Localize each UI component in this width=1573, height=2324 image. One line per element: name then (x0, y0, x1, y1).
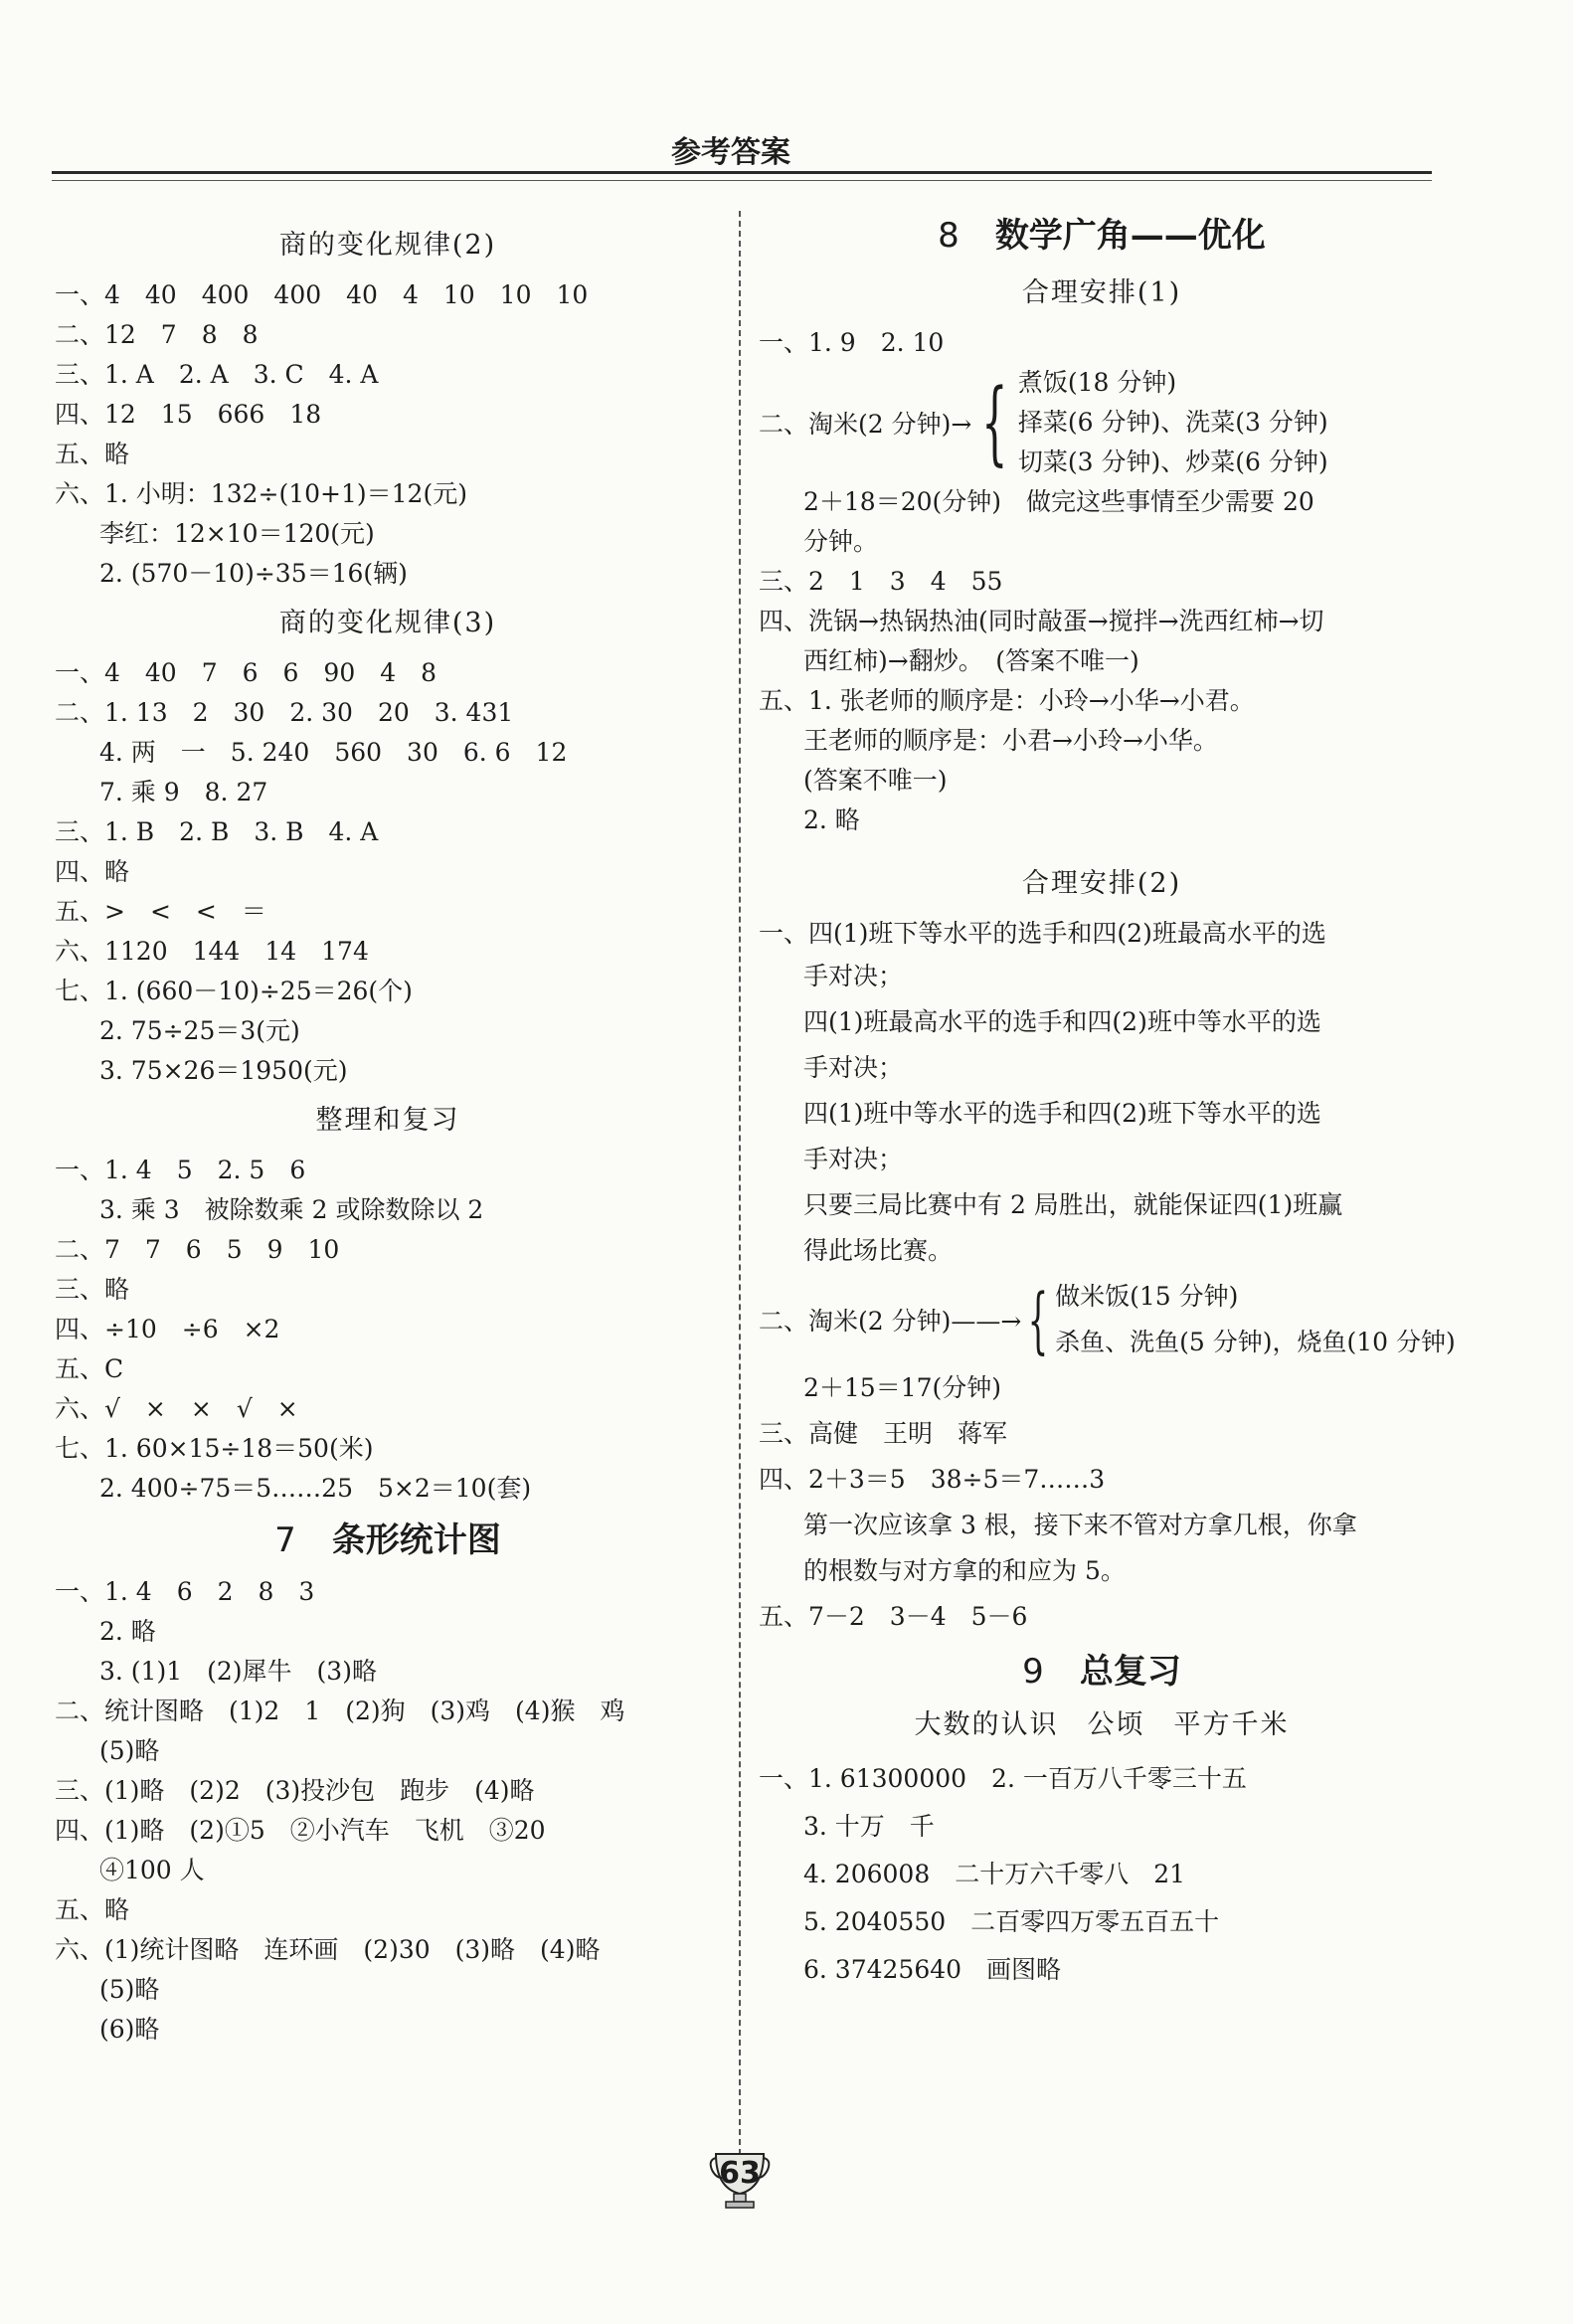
answer-line: 2＋18＝20(分钟) 做完这些事情至少需要 20 (803, 487, 1314, 516)
flow-diagram (759, 1274, 1456, 1365)
answer-block (55, 1970, 721, 2050)
right-column (759, 204, 1456, 1994)
answer-line: 二、7 7 6 5 9 10 (55, 1235, 340, 1264)
answer-block (759, 641, 1445, 681)
answer-block (759, 1594, 1445, 1640)
answer-line: 2. (570－10)÷35＝16(辆) (99, 559, 408, 588)
answer-line: 3. 75×26＝1950(元) (99, 1056, 348, 1085)
chapter-number: 8 (938, 216, 960, 256)
answer-line: 2. 略 (803, 805, 860, 834)
answer-line: 7. 乘 9 8. 27 (99, 778, 268, 806)
answer-line: 六、√ × × √ × (55, 1394, 298, 1423)
answer-block (759, 954, 1445, 1274)
answer-line: 一、1. 61300000 2. 一百万八千零三十五 (759, 1764, 1247, 1793)
answer-block (1018, 363, 1328, 482)
answer-line: 第一次应该拿 3 根，接下来不管对方拿几根，你拿 (803, 1511, 1357, 1539)
flow-lead: 二、淘米(2 分钟)——→ (759, 1307, 1022, 1336)
section-title: 商的变化规律(2) (278, 230, 497, 261)
answer-line: 杀鱼、洗鱼(5 分钟)，烧鱼(10 分钟) (1055, 1328, 1456, 1356)
answer-line: 2. 75÷25＝3(元) (99, 1016, 300, 1045)
answer-block (55, 1890, 721, 1970)
answer-line: 二、统计图略 (1)2 1 (2)狗 (3)鸡 (4)猴 鸡 (55, 1697, 625, 1725)
answer-line: 六、1. 小明：132÷(10+1)＝12(元) (55, 479, 467, 508)
column-divider (739, 211, 741, 2155)
answer-line: 四、洗锅→热锅热油(同时敲蛋→搅拌→洗西红柿→切 (759, 607, 1324, 635)
answer-line: (5)略 (99, 1975, 160, 2004)
answer-line: 王老师的顺序是：小君→小玲→小华。 (803, 726, 1218, 755)
answer-line: 只要三局比赛中有 2 局胜出，就能保证四(1)班赢 (803, 1190, 1343, 1219)
answer-block (759, 1503, 1445, 1594)
answer-block (55, 1851, 721, 1890)
answer-block (759, 721, 1445, 840)
flow-diagram (759, 363, 1445, 482)
answer-line: 六、(1)统计图略 连环画 (2)30 (3)略 (4)略 (55, 1935, 601, 1964)
answer-block (55, 1731, 721, 1771)
answer-block (55, 1612, 721, 1692)
answer-line: 2＋15＝17(分钟) (803, 1373, 1002, 1402)
answer-line: 三、高健 王明 蒋军 (759, 1419, 1008, 1448)
answer-block (1055, 1274, 1456, 1365)
answer-line: 五、略 (55, 440, 130, 468)
answer-line: (答案不唯一) (803, 766, 948, 795)
answer-line: 五、1. 张老师的顺序是：小玲→小华→小君。 (759, 686, 1255, 715)
answer-line: 4. 两 一 5. 240 560 30 6. 6 12 (99, 738, 568, 767)
answer-line: 3. 十万 千 (803, 1812, 935, 1841)
answer-line: 2. 略 (99, 1617, 156, 1646)
left-column (55, 224, 721, 2050)
page-number-badge (708, 2148, 772, 2212)
answer-block (55, 514, 721, 594)
answer-line: (5)略 (99, 1736, 160, 1765)
answer-line: 五、> < < ＝ (55, 897, 266, 926)
answer-block (55, 812, 721, 1011)
answer-line: 四、2＋3＝5 38÷5＝7……3 (759, 1465, 1106, 1494)
section-title: 合理安排(1) (1021, 277, 1182, 308)
answer-line: 一、1. 9 2. 10 (759, 328, 945, 357)
chapter-title: 条形统计图 (331, 1520, 501, 1560)
answer-block (55, 1572, 721, 1612)
answer-line: 一、4 40 7 6 6 90 4 8 (55, 658, 437, 687)
answer-line: 李红：12×10＝120(元) (99, 519, 375, 548)
answer-block (55, 1230, 721, 1469)
answer-line: 5. 2040550 二百零四万零五百五十 (803, 1907, 1220, 1936)
answer-line: 的根数与对方拿的和应为 5。 (803, 1556, 1126, 1585)
answer-line: 四(1)班最高水平的选手和四(2)班中等水平的选 (803, 1007, 1321, 1036)
answer-line: 2. 400÷75＝5……25 5×2＝10(套) (99, 1474, 532, 1503)
answer-line: 择菜(6 分钟)、洗菜(3 分钟) (1017, 408, 1328, 437)
answer-line: 二、12 7 8 8 (55, 320, 259, 349)
chapter-heading (759, 208, 1445, 264)
answer-line: 分钟。 (803, 527, 879, 556)
answer-line: 一、1. 4 6 2 8 3 (55, 1577, 315, 1606)
answer-line: 三、1. A 2. A 3. C 4. A (55, 360, 379, 389)
answer-line: 4. 206008 二十万六千零八 21 (803, 1860, 1186, 1888)
answer-line: 三、1. B 2. B 3. B 4. A (55, 817, 379, 846)
answer-line: 五、7－2 3－4 5－6 (759, 1602, 1028, 1631)
answer-line: 得此场比赛。 (803, 1236, 954, 1265)
answer-block (55, 1190, 721, 1230)
header-rule-thick (52, 171, 1432, 174)
page-header-title: 参考答案 (671, 135, 790, 170)
answer-line: 西红柿)→翻炒。 (答案不唯一) (803, 646, 1139, 675)
answer-block (55, 1692, 721, 1731)
flow-lead: 二、淘米(2 分钟)→ (759, 410, 972, 439)
answer-line: 四、(1)略 (2)①5 ②小汽车 飞机 ③20 (55, 1816, 546, 1845)
answer-block (759, 681, 1445, 721)
answer-line: 手对决； (803, 1053, 904, 1082)
page-number: 63 (719, 2156, 761, 2191)
answer-block (759, 1755, 1445, 1803)
section-title: 合理安排(2) (1021, 868, 1182, 899)
answer-block (759, 1803, 1445, 1994)
answer-line: 手对决； (803, 962, 904, 990)
chapter-number: 7 (274, 1520, 296, 1560)
answer-line: 切菜(3 分钟)、炒菜(6 分钟) (1017, 447, 1328, 476)
answer-line: 七、1. (660－10)÷25＝26(个) (55, 977, 413, 1005)
answer-block (759, 562, 1445, 641)
answer-line: 手对决； (803, 1145, 904, 1173)
answer-block (759, 914, 1445, 954)
answer-line: 六、1120 144 14 174 (55, 937, 369, 966)
answer-line: 四、÷10 ÷6 ×2 (55, 1315, 280, 1343)
answer-line: 四、略 (55, 857, 130, 886)
chapter-title: 总复习 (1079, 1652, 1181, 1692)
section-title: 整理和复习 (315, 1105, 460, 1136)
answer-line: ④100 人 (99, 1856, 205, 1884)
answer-line: 煮饭(18 分钟) (1017, 368, 1177, 397)
brace-icon: { (981, 369, 1008, 475)
section-subtitle: 大数的认识 公顷 平方千米 (914, 1709, 1290, 1740)
header-rule-thin (52, 180, 1432, 181)
answer-line: 一、四(1)班下等水平的选手和四(2)班最高水平的选 (759, 919, 1326, 948)
answer-block (55, 275, 721, 514)
chapter-number: 9 (1022, 1652, 1044, 1692)
answer-line: 一、1. 4 5 2. 5 6 (55, 1156, 306, 1184)
chapter-heading (759, 1644, 1445, 1699)
answer-block (759, 1365, 1445, 1411)
answer-line: 做米饭(15 分钟) (1055, 1282, 1239, 1311)
section-title: 商的变化规律(3) (278, 608, 497, 638)
answer-line: 三、2 1 3 4 55 (759, 567, 1003, 596)
answer-block (55, 1771, 721, 1851)
answer-block (55, 733, 721, 812)
answer-block (55, 1151, 721, 1190)
answer-block (55, 653, 721, 733)
answer-block (55, 1469, 721, 1509)
answer-line: 七、1. 60×15÷18＝50(米) (55, 1434, 374, 1463)
answer-line: 四(1)班中等水平的选手和四(2)班下等水平的选 (803, 1099, 1321, 1128)
answer-block (759, 1411, 1445, 1503)
answer-line: 四、12 15 666 18 (55, 400, 322, 429)
answer-block (759, 482, 1445, 562)
answer-line: 五、略 (55, 1895, 130, 1924)
brace-icon: { (1027, 1278, 1049, 1361)
chapter-title: 数学广角——优化 (994, 216, 1266, 256)
answer-line: 二、1. 13 2 30 2. 30 20 3. 431 (55, 698, 514, 727)
answer-line: 一、4 40 400 400 40 4 10 10 10 (55, 280, 589, 309)
answer-line: 3. (1)1 (2)犀牛 (3)略 (99, 1657, 377, 1686)
answer-block (55, 1011, 721, 1091)
chapter-heading (55, 1513, 721, 1568)
answer-line: 6. 37425640 画图略 (803, 1955, 1062, 1984)
answer-line: 三、(1)略 (2)2 (3)投沙包 跑步 (4)略 (55, 1776, 535, 1805)
answer-line: 三、略 (55, 1275, 130, 1304)
answer-line: 3. 乘 3 被除数乘 2 或除数除以 2 (99, 1195, 484, 1224)
answer-line: (6)略 (99, 2015, 160, 2044)
answer-line: 五、C (55, 1354, 124, 1383)
